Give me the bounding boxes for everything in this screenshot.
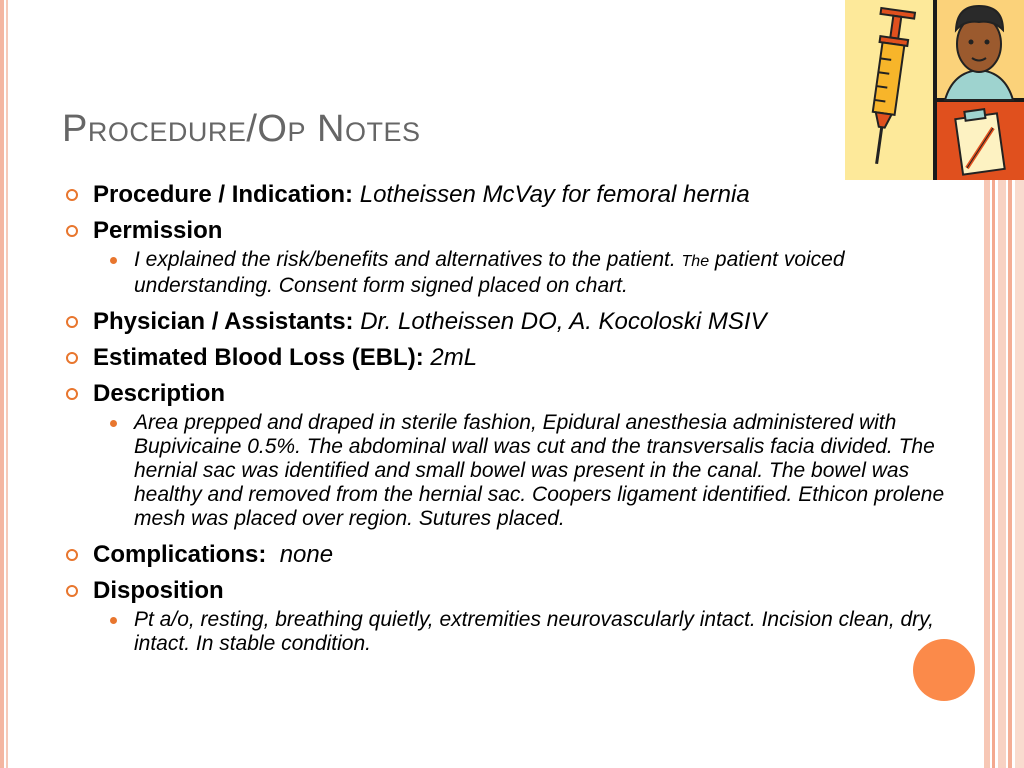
left-border-stripe-thin (6, 0, 8, 768)
item-procedure (66, 180, 966, 209)
item-description (66, 379, 966, 408)
dot-bullet-icon (110, 617, 117, 624)
item-label: Permission (93, 217, 223, 244)
dot-bullet-icon (110, 257, 117, 264)
item-complications (66, 540, 966, 569)
item-permission (66, 216, 966, 245)
ring-bullet-icon (66, 352, 78, 364)
item-label: Complications: (93, 541, 267, 568)
item-label: Physician / Assistants: (93, 308, 354, 335)
ring-bullet-icon (66, 388, 78, 400)
item-value: none (279, 541, 334, 568)
item-label: Description (93, 380, 226, 407)
item-ebl (66, 343, 966, 372)
item-label: Procedure / Indication: (93, 181, 354, 208)
dot-bullet-icon (110, 420, 117, 427)
ring-bullet-icon (66, 189, 78, 201)
slide-title: Procedure/Op Notes (62, 108, 421, 150)
item-disposition (66, 576, 966, 605)
description-detail: Area prepped and draped in sterile fashion, Epidural anesthesia administered with Bupivicaine 0.5%. The abdominal wall was cut and the transversalis facia divided. The hernial sac was identified and small bowel was present in the canal. The bowel was healthy and removed from the hernial sac. Coopers ligament identified. Ethicon prolene mesh was placed over region. Sutures placed. (66, 411, 964, 531)
item-value: Dr. Lotheissen DO, A. Kocoloski MSIV (360, 308, 767, 335)
ring-bullet-icon (66, 225, 78, 237)
left-border-stripe (0, 0, 4, 768)
item-label: Disposition (93, 577, 224, 604)
decorative-orange-circle (913, 639, 975, 701)
permission-detail: I explained the risk/benefits and alternatives to the patient. The patient voiced understanding. Consent form signed placed on chart. (66, 248, 964, 298)
item-value: Lotheissen McVay for femoral hernia (359, 181, 750, 208)
item-label: Estimated Blood Loss (EBL): (93, 344, 424, 371)
item-value: 2mL (430, 344, 478, 371)
ring-bullet-icon (66, 316, 78, 328)
ring-bullet-icon (66, 585, 78, 597)
slide-body (66, 180, 966, 665)
item-physician (66, 307, 966, 336)
disposition-detail: Pt a/o, resting, breathing quietly, extremities neurovascularly intact. Incision clean, dry, intact. In stable condition. (66, 608, 964, 656)
syringe-doctor-clipboard-clipart (845, 0, 1024, 180)
ring-bullet-icon (66, 549, 78, 561)
